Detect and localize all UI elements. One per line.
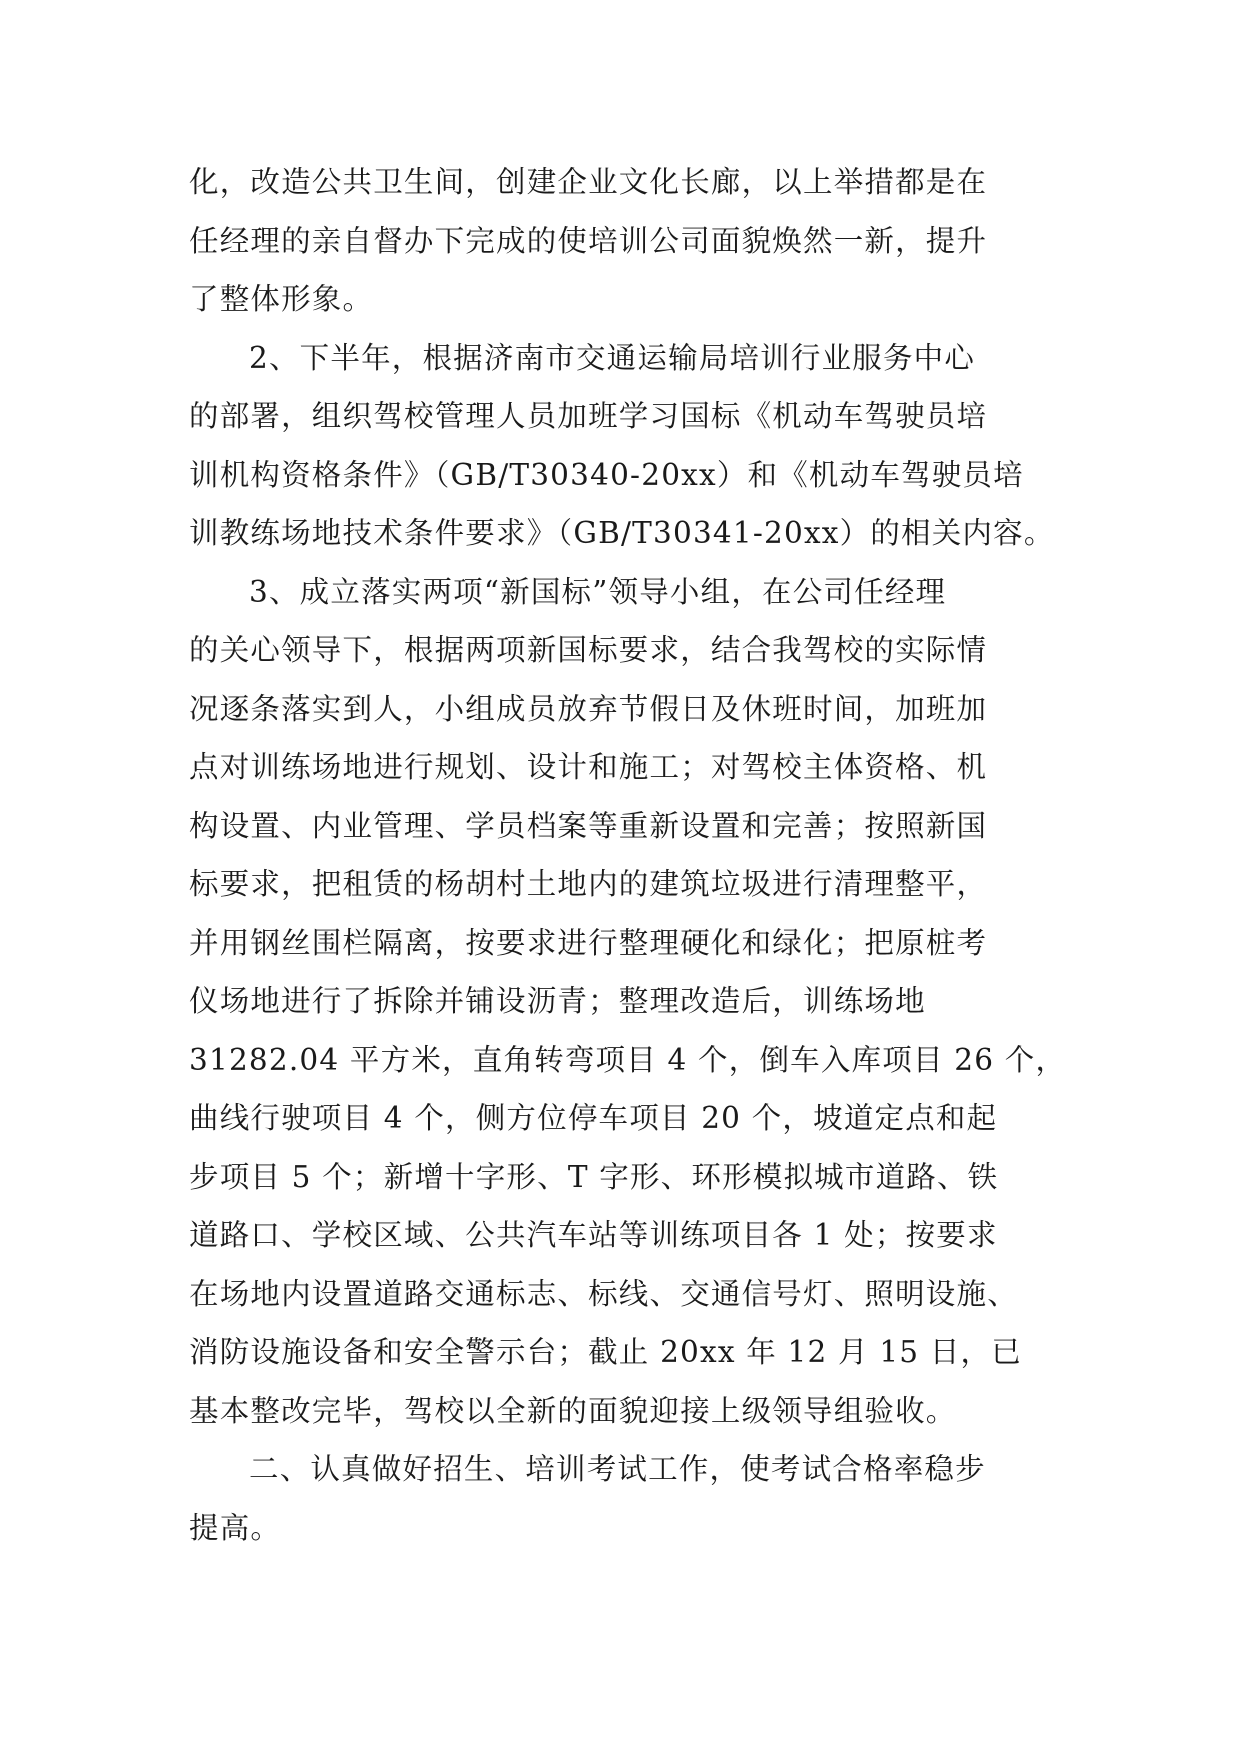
text-line: 消防设施设备和安全警示台；截止 20xx 年 12 月 15 日，已 [189,1335,1022,1369]
text-line: 二、认真做好招生、培训考试工作，使考试合格率稳步 [249,1452,986,1486]
text-line: 3、成立落实两项“新国标”领导小组，在公司任经理 [249,574,947,609]
text-line: 构设置、内业管理、学员档案等重新设置和完善；按照新国 [189,808,988,843]
text-line: 任经理的亲自督办下完成的使培训公司面貌焕然一新，提升 [189,223,988,258]
text-line: 的关心领导下，根据两项新国标要求，结合我驾校的实际情 [189,633,988,667]
text-line: 的部署，组织驾校管理人员加班学习国标《机动车驾驶员培 [189,399,988,433]
text-line: 道路口、学校区域、公共汽车站等训练项目各 1 处；按要求 [189,1218,998,1252]
text-line: 点对训练场地进行规划、设计和施工；对驾校主体资格、机 [189,750,988,784]
text-line: 化，改造公共卫生间，创建企业文化长廊，以上举措都是在 [189,165,988,199]
text-line: 标要求，把租赁的杨胡村土地内的建筑垃圾进行清理整平， [189,867,988,901]
text-line: 基本整改完毕，驾校以全新的面貌迎接上级领导组验收。 [189,1393,957,1428]
text-line: 曲线行驶项目 4 个，侧方位停车项目 20 个，坡道定点和起 [189,1101,998,1135]
body-text [189,153,1069,1557]
text-line: 训教练场地技术条件要求》（GB/T30341-20xx）的相关内容。 [189,516,1055,550]
text-line: 步项目 5 个；新增十字形、T 字形、环形模拟城市道路、铁 [189,1159,999,1194]
text-line: 仪场地进行了拆除并铺设沥青；整理改造后，训练场地 [189,984,926,1018]
text-line: 训机构资格条件》（GB/T30340-20xx）和《机动车驾驶员培 [189,457,1024,492]
text-line: 了整体形象。 [189,282,374,316]
text-line: 2、下半年，根据济南市交通运输局培训行业服务中心 [249,340,976,375]
text-line: 在场地内设置道路交通标志、标线、交通信号灯、照明设施、 [189,1276,1018,1311]
text-line: 并用钢丝围栏隔离，按要求进行整理硬化和绿化；把原桩考 [189,925,988,960]
text-line: 况逐条落实到人，小组成员放弃节假日及休班时间，加班加 [189,691,988,726]
text-line: 31282.04 平方米，直角转弯项目 4 个，倒车入库项目 26 个， [189,1042,1067,1077]
text-line: 提高。 [189,1510,282,1545]
